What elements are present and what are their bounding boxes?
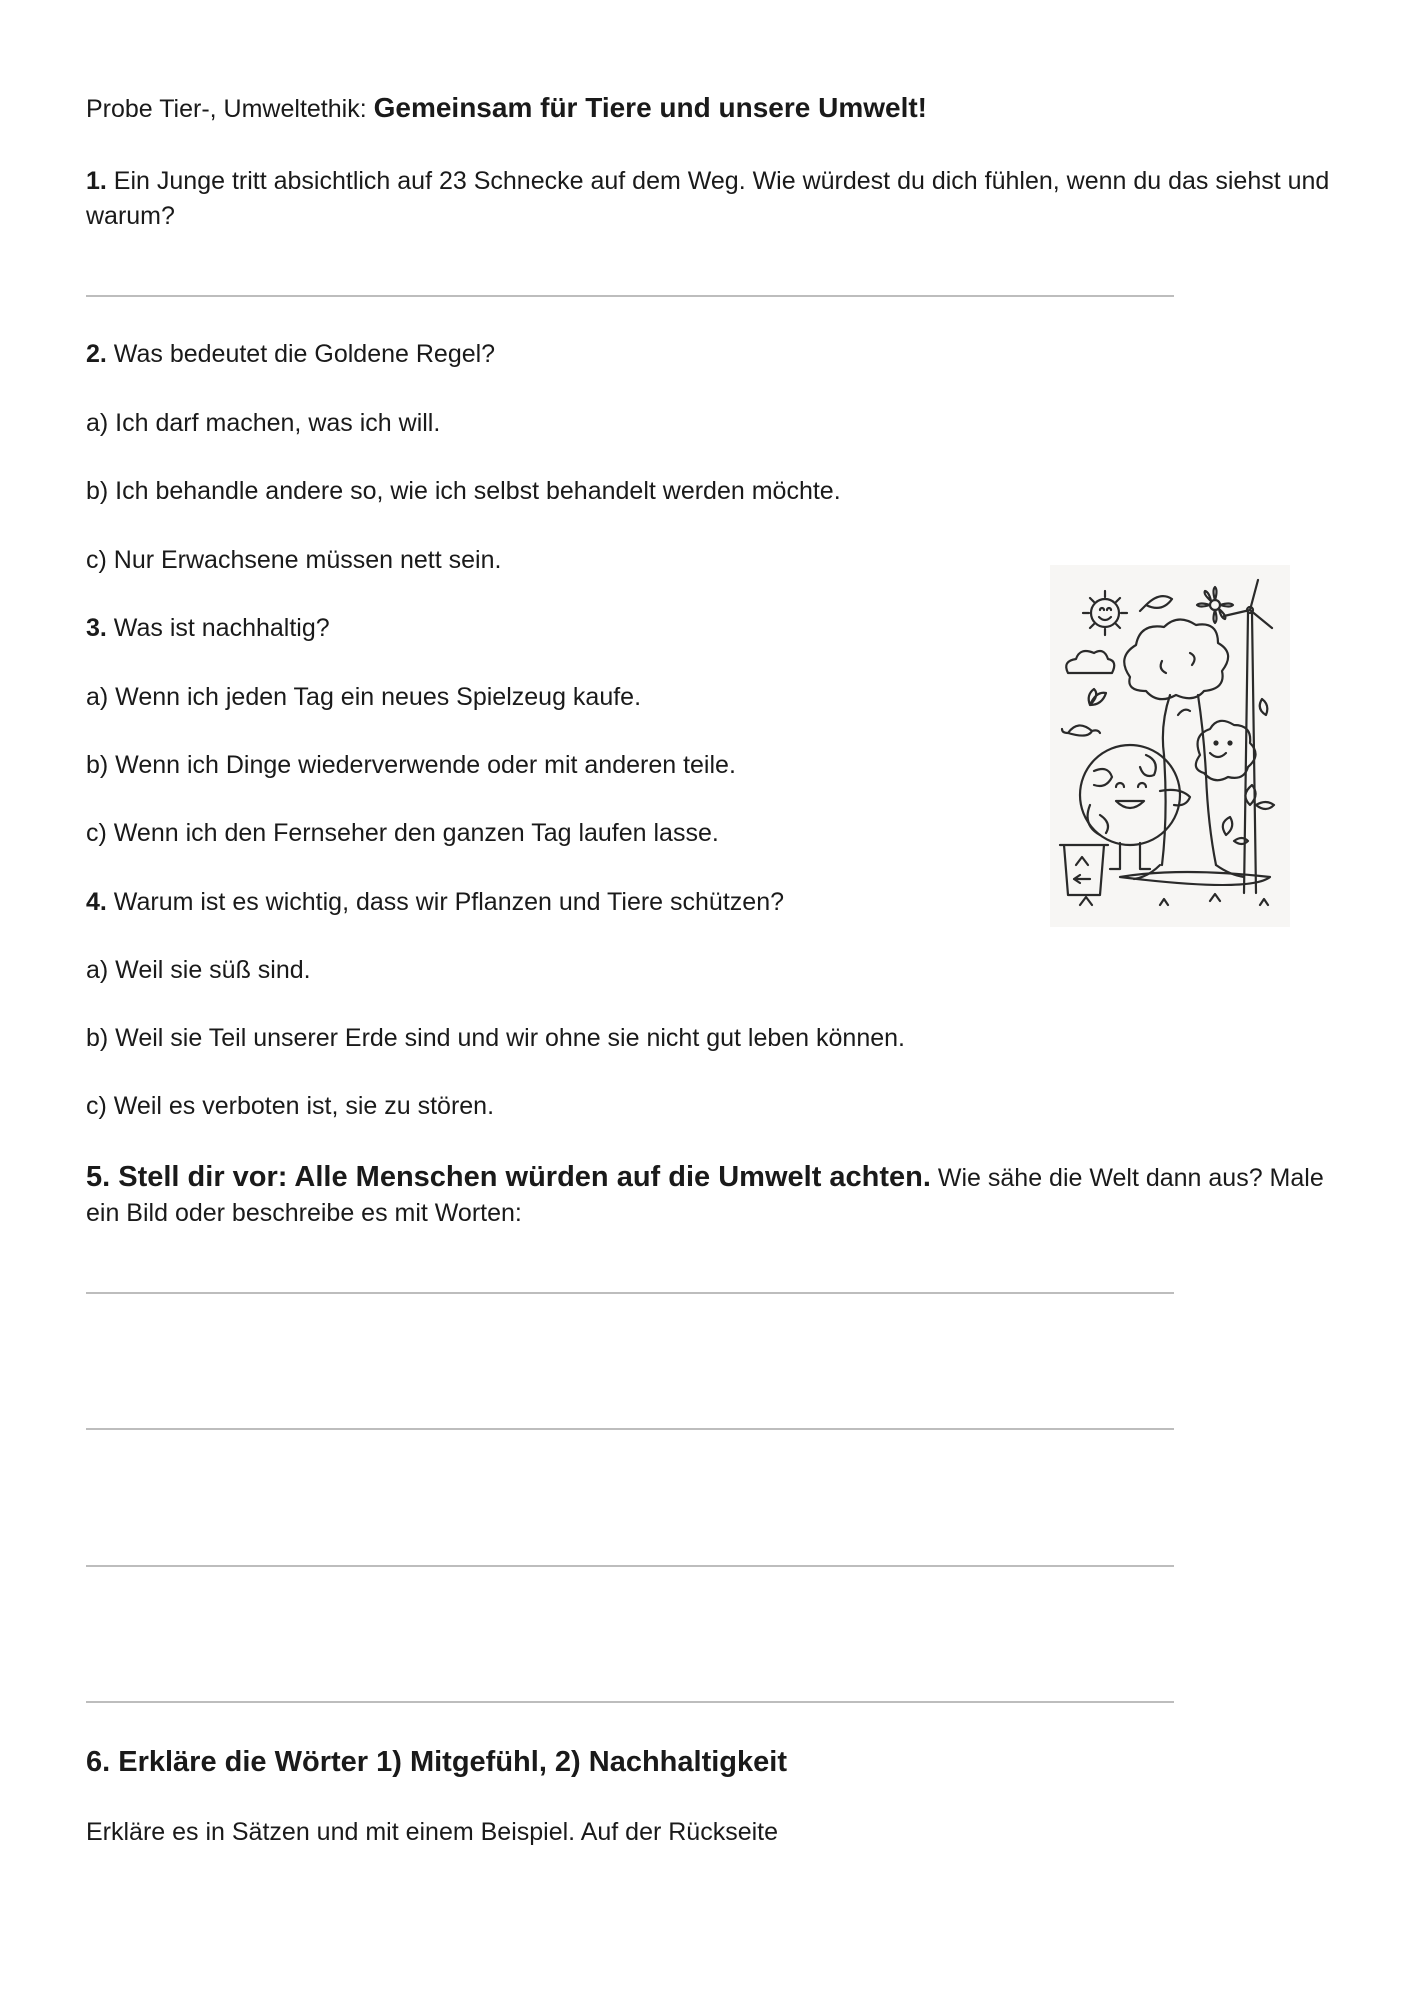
earth-hugging-tree-coloring-icon bbox=[1050, 565, 1290, 927]
earth-hugging-tree-illustration bbox=[1050, 565, 1290, 927]
page-title: Gemeinsam für Tiere und unsere Umwelt! bbox=[373, 92, 928, 123]
answer-line-1[interactable] bbox=[86, 295, 1174, 297]
question-3-option-a[interactable]: a) Wenn ich jeden Tag ein neues Spielzeug kaufe. bbox=[86, 683, 642, 711]
question-2-option-a[interactable]: a) Ich darf machen, was ich will. bbox=[86, 409, 441, 437]
question-6-heading: 6. Erkläre die Wörter 1) Mitgefühl, 2) Nachhaltigkeit bbox=[86, 1746, 787, 1778]
question-5 bbox=[86, 1160, 1336, 1231]
question-3-option-c[interactable]: c) Wenn ich den Fernseher den ganzen Tag laufen lasse. bbox=[86, 819, 719, 847]
question-2-text: Was bedeutet die Goldene Regel? bbox=[106, 340, 496, 368]
question-3-text: Was ist nachhaltig? bbox=[106, 614, 330, 642]
question-2-number: 2. bbox=[86, 340, 107, 368]
question-4-number: 4. bbox=[86, 888, 107, 916]
answer-line-5[interactable] bbox=[86, 1701, 1174, 1703]
page-header bbox=[86, 90, 927, 127]
question-4-option-c[interactable]: c) Weil es verboten ist, sie zu stören. bbox=[86, 1092, 495, 1120]
question-1-text: Ein Junge tritt absichtlich auf 23 Schnecke auf dem Weg. Wie würdest du dich fühlen, wenn du das siehst und warum? bbox=[86, 167, 1330, 230]
question-3-option-b[interactable]: b) Wenn ich Dinge wiederverwende oder mit anderen teile. bbox=[86, 751, 736, 779]
header-prefix: Probe Tier-, Umweltethik: bbox=[86, 95, 374, 123]
question-4-text: Warum ist es wichtig, dass wir Pflanzen und Tiere schützen? bbox=[106, 888, 784, 916]
question-5-heading: 5. Stell dir vor: Alle Menschen würden auf die Umwelt achten. bbox=[86, 1161, 931, 1193]
question-6-instruction: Erkläre es in Sätzen und mit einem Beispiel. Auf der Rückseite bbox=[86, 1818, 779, 1846]
question-1-number: 1. bbox=[86, 167, 107, 195]
question-2-option-b[interactable]: b) Ich behandle andere so, wie ich selbst behandelt werden möchte. bbox=[86, 477, 841, 505]
question-4-option-b[interactable]: b) Weil sie Teil unserer Erde sind und wir ohne sie nicht gut leben können. bbox=[86, 1024, 905, 1052]
question-2 bbox=[86, 337, 495, 372]
question-5-text: Wie sähe die Welt dann aus? Male ein Bild oder beschreibe es mit Worten: bbox=[86, 1164, 1324, 1227]
answer-line-3[interactable] bbox=[86, 1428, 1174, 1430]
question-1 bbox=[86, 164, 1336, 234]
question-3 bbox=[86, 611, 330, 646]
question-2-option-c[interactable]: c) Nur Erwachsene müssen nett sein. bbox=[86, 546, 502, 574]
question-4-option-a[interactable]: a) Weil sie süß sind. bbox=[86, 956, 311, 984]
answer-line-4[interactable] bbox=[86, 1565, 1174, 1567]
answer-line-2[interactable] bbox=[86, 1292, 1174, 1294]
question-3-number: 3. bbox=[86, 614, 107, 642]
question-4 bbox=[86, 885, 784, 920]
